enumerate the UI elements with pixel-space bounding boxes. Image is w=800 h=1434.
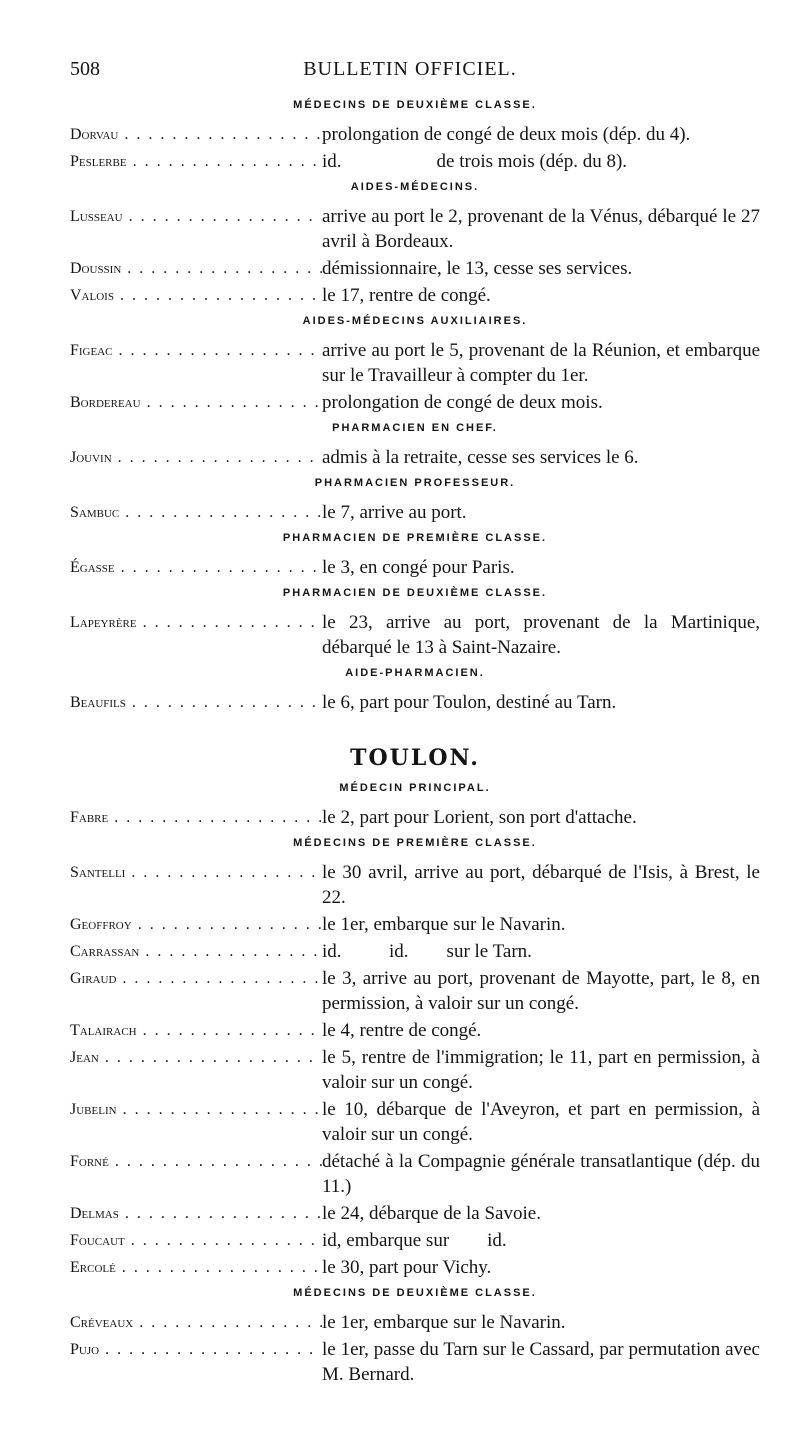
personnel-name: Pujo . . . xyxy=(70,1337,322,1387)
section-heading: PHARMACIEN DE DEUXIÈME CLASSE. xyxy=(282,587,548,599)
personnel-entry xyxy=(70,860,765,910)
section-heading: PHARMACIEN PROFESSEUR. xyxy=(314,477,516,489)
personnel-name: Doussin . . . xyxy=(70,256,322,281)
section-heading: PHARMACIEN EN CHEF. xyxy=(332,422,498,434)
running-title: BULLETIN OFFICIEL. xyxy=(303,58,517,80)
personnel-note: arrive au port le 2, provenant de la Vénus, débarqué le 27 avril à Bordeaux. xyxy=(322,206,765,252)
personnel-note: arrive au port le 5, provenant de la Réunion, et embarque sur le Travailleur à compter du 1er. xyxy=(322,340,765,386)
personnel-note: le 23, arrive au port, provenant de la Martinique, débarqué le 13 à Saint-Nazaire. xyxy=(322,612,765,658)
personnel-entry xyxy=(70,390,760,415)
personnel-entry xyxy=(70,1337,765,1387)
section-heading: AIDES-MÉDECINS AUXILIAIRES. xyxy=(302,315,528,327)
personnel-note: le 4, rentre de congé. xyxy=(322,1020,482,1041)
section-heading: MÉDECINS DE PREMIÈRE CLASSE. xyxy=(293,837,537,849)
personnel-name: Sambuc . . . xyxy=(70,500,322,525)
page-number: 508 xyxy=(70,58,100,80)
personnel-name: Jean . . . xyxy=(70,1045,322,1095)
page-header xyxy=(70,58,750,88)
personnel-name: Lusseau . . . xyxy=(70,204,322,254)
personnel-entry xyxy=(70,1201,760,1226)
personnel-note: le 1er, embarque sur le Navarin. xyxy=(322,914,566,935)
personnel-entry xyxy=(70,690,760,715)
personnel-entry xyxy=(70,1018,760,1043)
personnel-entry xyxy=(70,500,760,525)
personnel-entry xyxy=(70,122,760,147)
personnel-name: Carrassan . . . xyxy=(70,939,322,964)
personnel-entry xyxy=(70,610,765,660)
personnel-name: Dorvau . . . xyxy=(70,122,322,147)
personnel-note: le 1er, embarque sur le Navarin. xyxy=(322,1312,566,1333)
personnel-name: Valois . . . xyxy=(70,283,322,308)
personnel-entry xyxy=(70,1045,765,1095)
personnel-entry xyxy=(70,1228,760,1253)
personnel-name: Égasse . . . xyxy=(70,555,322,580)
personnel-name: Giraud . . . xyxy=(70,966,322,1016)
personnel-note: admis à la retraite, cesse ses services le 6. xyxy=(322,447,639,468)
personnel-entry xyxy=(70,1255,760,1280)
personnel-entry xyxy=(70,939,760,964)
personnel-entry xyxy=(70,256,760,281)
section-heading: AIDE-PHARMACIEN. xyxy=(345,667,485,679)
personnel-note: le 10, débarque de l'Aveyron, et part en permission, à valoir sur un congé. xyxy=(322,1099,765,1145)
personnel-entry xyxy=(70,338,765,388)
personnel-note: le 7, arrive au port. xyxy=(322,502,467,523)
personnel-note: le 30, part pour Vichy. xyxy=(322,1257,492,1278)
personnel-entry xyxy=(70,912,760,937)
personnel-name: Geoffroy . . . xyxy=(70,912,322,937)
personnel-name: Jouvin . . . xyxy=(70,445,322,470)
personnel-note: détaché à la Compagnie générale transatlantique (dép. du 11.) xyxy=(322,1151,765,1197)
personnel-entry xyxy=(70,805,760,830)
personnel-entry xyxy=(70,204,765,254)
section-heading: PHARMACIEN DE PREMIÈRE CLASSE. xyxy=(282,532,548,544)
personnel-note: le 17, rentre de congé. xyxy=(322,285,491,306)
personnel-note: le 5, rentre de l'immigration; le 11, part en permission, à valoir sur un congé. xyxy=(322,1047,765,1093)
personnel-entry xyxy=(70,283,760,308)
personnel-name: Fabre . . . xyxy=(70,805,322,830)
personnel-note: prolongation de congé de deux mois (dép. du 4). xyxy=(322,124,691,145)
personnel-entry xyxy=(70,1149,765,1199)
personnel-note: id. de trois mois (dép. du 8). xyxy=(322,151,628,172)
section-heading: AIDES-MÉDECINS. xyxy=(350,181,480,193)
personnel-name: Créveaux . . . xyxy=(70,1310,322,1335)
personnel-name: Foucaut . . . xyxy=(70,1228,322,1253)
personnel-note: le 24, débarque de la Savoie. xyxy=(322,1203,541,1224)
personnel-name: Forné . . . xyxy=(70,1149,322,1199)
personnel-note: le 6, part pour Toulon, destiné au Tarn. xyxy=(322,692,617,713)
personnel-name: Peslerbe . . . xyxy=(70,149,322,174)
personnel-entry xyxy=(70,1310,760,1335)
personnel-name: Figeac . . . xyxy=(70,338,322,388)
personnel-entry xyxy=(70,1097,765,1147)
personnel-note: le 2, part pour Lorient, son port d'attache. xyxy=(322,807,637,828)
personnel-name: Jubelin . . . xyxy=(70,1097,322,1147)
personnel-name: Delmas . . . xyxy=(70,1201,322,1226)
personnel-name: Bordereau . . . xyxy=(70,390,322,415)
personnel-note: le 3, arrive au port, provenant de Mayotte, part, le 8, en permission, à valoir sur un congé. xyxy=(322,968,765,1014)
personnel-note: prolongation de congé de deux mois. xyxy=(322,392,603,413)
page-body xyxy=(70,92,765,1389)
personnel-entry xyxy=(70,149,760,174)
personnel-name: Talairach . . . xyxy=(70,1018,322,1043)
personnel-entry xyxy=(70,445,760,470)
personnel-note: id. id. sur le Tarn. xyxy=(322,941,532,962)
personnel-note: le 1er, passe du Tarn sur le Cassard, par permutation avec M. Bernard. xyxy=(322,1339,765,1385)
personnel-note: démissionnaire, le 13, cesse ses services. xyxy=(322,258,633,279)
personnel-name: Ercolé . . . xyxy=(70,1255,322,1280)
section-heading: MÉDECIN PRINCIPAL. xyxy=(339,782,491,794)
personnel-note: le 3, en congé pour Paris. xyxy=(322,557,515,578)
personnel-entry xyxy=(70,555,760,580)
personnel-name: Beaufils . . . xyxy=(70,690,322,715)
personnel-note: id, embarque sur id. xyxy=(322,1230,507,1251)
personnel-entry xyxy=(70,966,765,1016)
personnel-name: Santelli . . . xyxy=(70,860,322,910)
personnel-name: Lapeyrère . . . xyxy=(70,610,322,660)
section-heading: MÉDECINS DE DEUXIÈME CLASSE. xyxy=(293,99,537,111)
personnel-note: le 30 avril, arrive au port, débarqué de l'Isis, à Brest, le 22. xyxy=(322,862,765,908)
section-heading: MÉDECINS DE DEUXIÈME CLASSE. xyxy=(293,1287,537,1299)
port-heading: TOULON. xyxy=(350,745,480,771)
